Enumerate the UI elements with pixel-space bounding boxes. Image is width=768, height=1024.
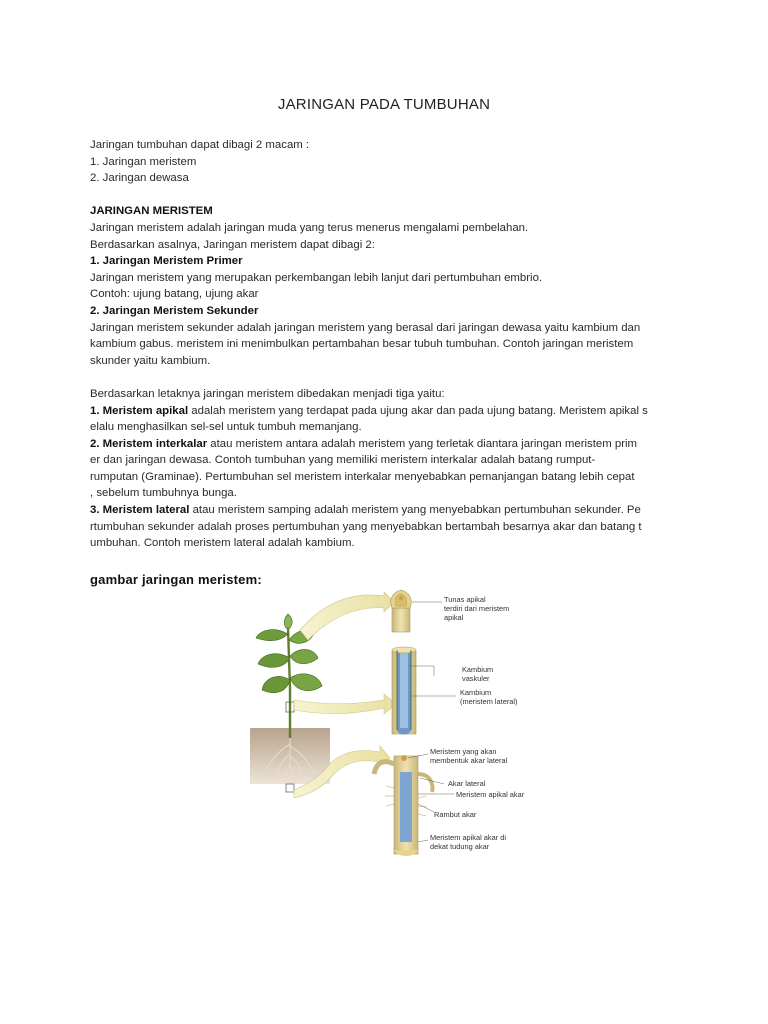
label-akar-lateral: Akar lateral <box>448 779 486 788</box>
figure-title: gambar jaringan meristem: <box>90 572 262 587</box>
leaf-top-left <box>256 630 288 641</box>
label-kambium-lateral-2: (meristem lateral) <box>460 697 518 706</box>
meristem-definition: Jaringan meristem adalah jaringan muda yang terus menerus mengalami pembelahan. <box>90 221 529 234</box>
label-kambium-vaskuler-1: Kambium <box>462 665 494 674</box>
label-kambium-vaskuler-2: vaskuler <box>462 674 490 683</box>
document-body <box>90 137 680 552</box>
label-meristem-dekat-tudung-2: dekat tudung akar <box>430 842 490 851</box>
sekunder-line-1: Jaringan meristem sekunder adalah jaringan meristem yang berasal dari jaringan dewasa yaitu kambium dan <box>90 321 641 334</box>
interkalar-line-3: rumputan (Graminae). Pertumbuhan sel meristem interkalar menyebabkan pemanjangan batang lebih cepat <box>90 470 635 483</box>
apikal-term: 1. Meristem apikal <box>90 404 189 417</box>
tunas-apikal-drawing <box>391 590 412 632</box>
lateral-line-2: rtumbuhan sekunder adalah proses pertumbuhan yang menyebabkan bertambah besarnya akar dan batang t <box>90 520 642 533</box>
meristem-figure <box>248 588 548 858</box>
label-tunas-1: Tunas apikal <box>444 595 486 604</box>
apikal-line-2: elalu menghasilkan sel-sel untuk tumbuh memanjang. <box>90 421 362 434</box>
label-meristem-akar-1: Meristem yang akan <box>430 747 497 756</box>
page-title: JARINGAN PADA TUMBUHAN <box>277 96 491 113</box>
interkalar-line-2: er dan jaringan dewasa. Contoh tumbuhan yang memiliki meristem interkalar adalah batang rumput- <box>90 454 596 467</box>
label-kambium-lateral-1: Kambium <box>460 688 492 697</box>
lateral-line-1: atau meristem samping adalah meristem yang menyebabkan pertumbuhan sekunder. Pe <box>189 504 641 517</box>
primer-contoh: Contoh: ujung batang, ujung akar <box>90 288 259 301</box>
letak-intro: Berdasarkan letaknya jaringan meristem dibedakan menjadi tiga yaitu: <box>90 387 445 400</box>
label-rambut-akar: Rambut akar <box>434 810 477 819</box>
intro-item-dewasa: 2. Jaringan dewasa <box>90 172 189 185</box>
leaf-mid-right <box>290 649 318 663</box>
root-marker-box <box>286 784 294 792</box>
sekunder-line-2: kambium gabus. meristem ini menimbulkan pertambahan besar tubuh tumbuhan. Contoh jaringan meristem <box>90 338 634 351</box>
lateral-line-3: umbuhan. Contoh meristem lateral adalah kambium. <box>90 537 355 550</box>
label-meristem-apikal-akar: Meristem apikal akar <box>456 790 525 799</box>
kambium-stem-drawing <box>392 647 416 735</box>
leaf-mid-left <box>258 654 290 668</box>
leaf-bud <box>284 614 292 628</box>
meristem-asal: Berdasarkan asalnya, Jaringan meristem dapat dibagi 2: <box>90 238 375 251</box>
intro-line: Jaringan tumbuhan dapat dibagi 2 macam : <box>90 139 310 151</box>
interkalar-line-4: , sebelum tumbuhnya bunga. <box>90 487 237 500</box>
lateral-term: 3. Meristem lateral <box>90 504 190 517</box>
arrow-to-kambium <box>294 694 396 714</box>
section-heading-meristem: JARINGAN MERISTEM <box>90 205 213 218</box>
label-meristem-akar-2: membentuk akar lateral <box>430 756 508 765</box>
leaf-low-left <box>262 676 290 692</box>
primer-definition: Jaringan meristem yang merupakan perkembangan lebih lanjut dari pertumbuhan embrio. <box>90 271 543 284</box>
arrow-to-tunas <box>300 592 394 640</box>
interkalar-term: 2. Meristem interkalar <box>90 437 208 450</box>
interkalar-line-1: atau meristem antara adalah meristem yang terletak diantara jaringan meristem prim <box>207 437 638 450</box>
intro-item-meristem: 1. Jaringan meristem <box>90 155 197 168</box>
label-tunas-2: terdiri dari meristem <box>444 604 510 613</box>
sekunder-heading: 2. Jaringan Meristem Sekunder <box>90 304 259 317</box>
primer-heading: 1. Jaringan Meristem Primer <box>90 255 243 268</box>
leaf-low-right <box>290 674 322 691</box>
label-meristem-dekat-tudung-1: Meristem apikal akar di <box>430 833 506 842</box>
apikal-line-1: adalah meristem yang terdapat pada ujung akar dan pada ujung batang. Meristem apikal s <box>188 404 648 417</box>
sekunder-line-3: skunder yaitu kambium. <box>90 354 211 367</box>
label-tunas-3: apikal <box>444 613 464 622</box>
